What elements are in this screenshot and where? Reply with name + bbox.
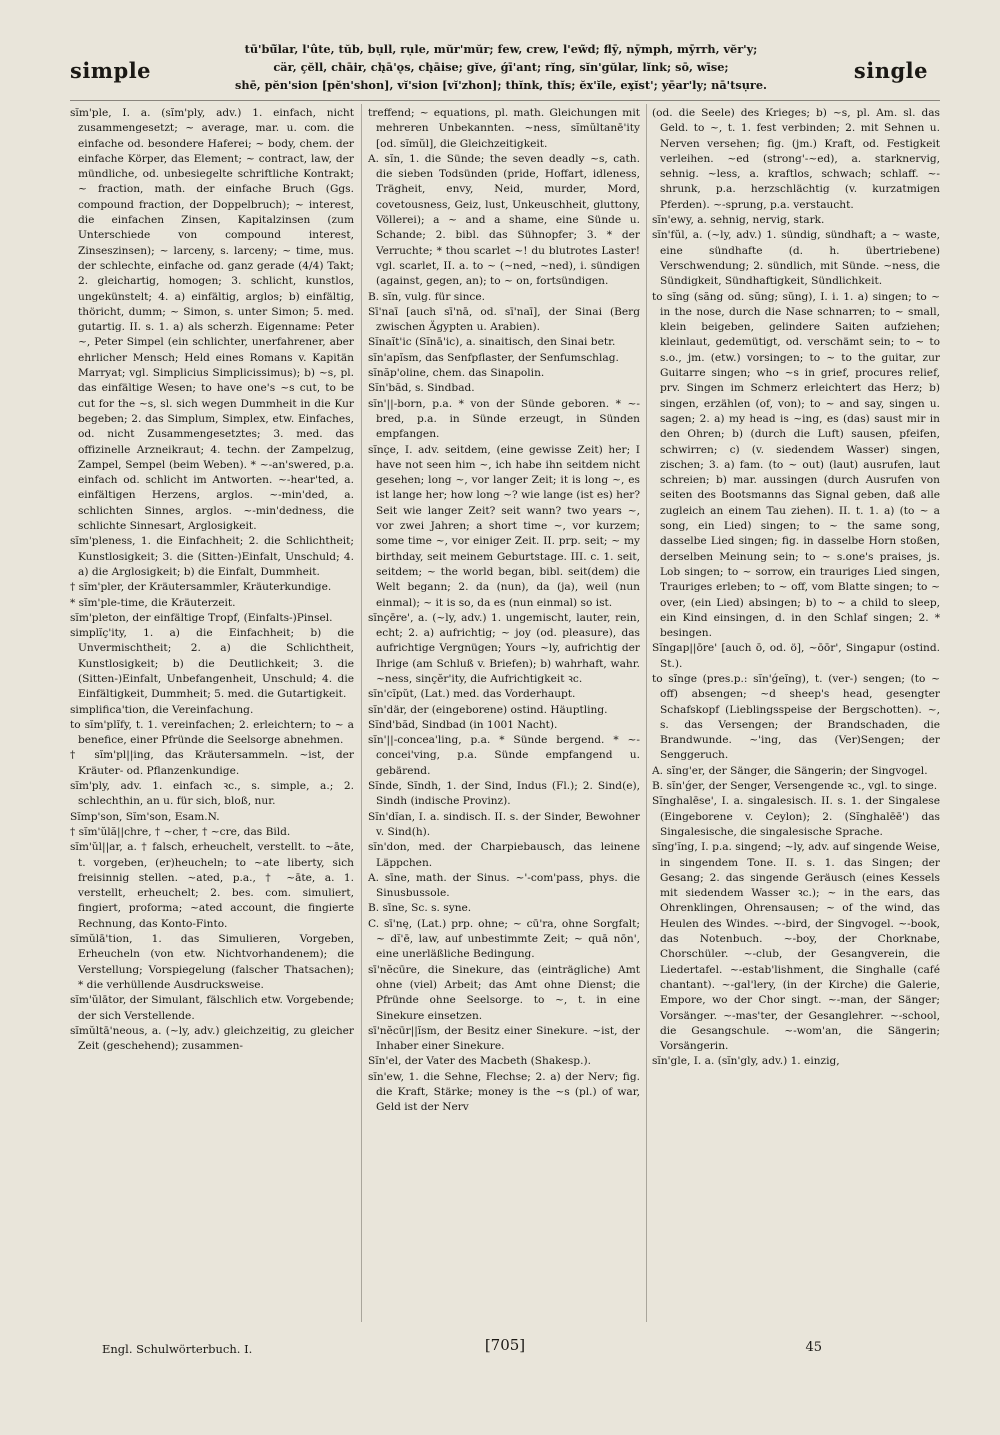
dictionary-entry: sĭnçēre', a. (~ly, adv.) 1. ungemischt, lauter, rein, echt; 2. a) aufrichtig; ~ joy (od. pleasure), das aufrichtige Vergnügen; Yours ~ly, aufrichtig der Ihrige (am Schluß v. Briefen); b) wahrhaft, wahr. ~ness, sinçĕr'ity, die Aufrichtigkeit ꝛc. (368, 611, 640, 685)
column-1 (70, 106, 354, 1322)
pronunciation-key (212, 40, 790, 94)
dictionary-entry: † sĭm'pler, der Kräutersammler, Kräuterkundige. (70, 581, 332, 594)
dictionary-entry: sĭm'pleton, der einfältige Tropf, (Einfalts-)Pinsel. (70, 611, 333, 624)
dictionary-entry: B. sĭn, vulg. für since. (368, 290, 486, 303)
dictionary-entry: Sĭmp'son, Sĭm'son, Esam.N. (70, 810, 220, 823)
header-rule (70, 100, 940, 101)
dictionary-entry: sĭn'fŭl, a. (~ly, adv.) 1. sündig, sündhaft; a ~ waste, eine sündhafte (d. h. übertriebene) Verschwendung; 2. sündlich, mit Sünde. ~ness, die Sündigkeit, Sündhaftigkeit, Sündlichkeit. (652, 229, 940, 288)
dictionary-entry: sĭmŭlā'tion, 1. das Simulieren, Vorgeben, Erheucheln (von etw. Nichtvorhandenem); die Verstellung; Vorspiegelung (falscher Thatsachen); * die verhüllende Ausdrucksweise. (70, 933, 354, 991)
dictionary-entry: Sĭnaĭt'ic (Sĭnā'ic), a. sinaitisch, den Sinai betr. (368, 336, 616, 349)
dictionary-entry: sī'nĕcūre, die Sinekure, das (einträgliche) Amt ohne (viel) Arbeit; das Amt ohne Dienst; die Pfründe ohne Seelsorge. to ~, t. in eine Sinekure einsetzen. (368, 963, 640, 1022)
dictionary-entry: B. sĭn'ǵer, der Senger, Versengende ꝛc., vgl. to singe. (652, 780, 938, 793)
dictionary-entry: sĭn'där, der (eingeborene) ostind. Häuptling. (368, 703, 608, 716)
dictionary-entry: simplĭç'ity, 1. a) die Einfachheit; b) die Unvermischtheit; 2. a) die Schlichtheit, Kunstlosigkeit; b) die Deutlichkeit; 3. die (Sitten-)Einfalt, Unbefangenheit, Unschuld; 4. die Einfältigkeit, Dummheit; 5. med. die Gutartigkeit. (70, 627, 354, 701)
dictionary-entry: A. sĭng'er, der Sänger, die Sängerin; der Singvogel. (652, 764, 928, 777)
dictionary-entry: treffend; ~ equations, pl. math. Gleichungen mit mehreren Unbekannten. ~ness, sĭmŭltanē'ity [od. sĭmŭl], die Gleichzeitigkeit. (368, 107, 640, 150)
dictionary-entry: Sī'naī [auch sī'nā, od. sī'naī], der Sinai (Berg zwischen Ägypten u. Arabien). (368, 305, 640, 334)
dictionary-entry: sĭn'ewy, a. sehnig, nervig, stark. (652, 214, 825, 227)
dictionary-entry: sĭn'||-concea'ling, p.a. * Sünde bergend. * ~-concei'ving, p.a. Sünde empfangend u. gebärend. (368, 734, 640, 777)
dictionary-entry: to sĭm'plĭfy, t. 1. vereinfachen; 2. erleichtern; to ~ a benefice, einer Pfründe die Seelsorge abnehmen. (70, 718, 354, 747)
dictionary-entry: Sĭn'dĭan, I. a. sindisch. II. s. der Sinder, Bewohner v. Sind(h). (368, 810, 640, 838)
dictionary-entry: sĭm'ŭlātor, der Simulant, fälschlich etw. Vorgebende; der sich Verstellende. (70, 994, 354, 1022)
pronunciation-key-line: cär, çĕll, chāir, ch̨ā'ǫs, ch̨āise; gĭve, ǵī'ant; rĭng, sĭn'gŭlar, lĭnk; sō, wīse; (273, 60, 729, 74)
dictionary-entry: to sĭnge (pres.p.: sĭn'ǵeĭng), t. (ver-) sengen; (to ~ off) absengen; ~d sheep's head, gesengter Schafskopf (Lieblingsspeise der Bergschotten). ~, s. das Versengen; der Brandschaden, die Brandwunde. ~'ing, das (Ver)Sengen; der Senggeruch. (652, 672, 940, 762)
dictionary-entry: † sĭm'pl||ing, das Kräutersammeln. ~ist, der Kräuter- od. Pflanzenkundige. (70, 749, 354, 777)
signature-number: 45 (805, 1340, 822, 1355)
dictionary-entry: Sĭnde, Sĭndh, 1. der Sind, Indus (Fl.); 2. Sind(e), Sindh (indische Provinz). (368, 780, 640, 808)
guide-word-left: simple (70, 58, 152, 83)
dictionary-entry: A. sĭn, 1. die Sünde; the seven deadly ~s, cath. die sieben Todsünden (pride, Hoffart, idleness, Trägheit, envy, Neid, murder, Mord, covetousness, Geiz, lust, Unkeuschheit, gluttony, Völlerei); a ~ and a shame, eine Sünde u. Schande; 2. bibl. das Sühnopfer; 3. * der Verruchte; * thou scarlet ~! du blutrotes Laster! vgl. scarlet, II. a. to ~ (~ned, ~ned), i. sündigen (against, gegen, an); to ~ on, fortsündigen. (368, 152, 640, 288)
column-3 (652, 106, 940, 1322)
guide-word-right: single (853, 58, 928, 83)
dictionary-entry: † sĭm'ŭlă||chre, † ~cher, † ~cre, das Bild. (70, 825, 291, 838)
page-footer (70, 1336, 940, 1366)
dictionary-entry: B. sīne, Sc. s. syne. (368, 902, 472, 915)
dictionary-entry: C. sī'nę, (Lat.) prp. ohne; ~ cū'ra, ohne Sorgfalt; ~ dĭ'ē, law, auf unbestimmte Zeit; ~ quā nōn', eine unerläßliche Bedingung. (368, 917, 640, 961)
column-divider (361, 104, 362, 1322)
dictionary-entry: sĭn'gle, I. a. (sĭn'gly, adv.) 1. einzig, (652, 1055, 840, 1068)
dictionary-entry: Sĭnghalēse', I. a. singalesisch. II. s. 1. der Singalese (Eingeborene v. Ceylon); 2. (Sĭnghalēē') das Singalesische, die singalesische Sprache. (652, 795, 940, 838)
dictionary-entry: sĭm'pleness, 1. die Einfachheit; 2. die Schlichtheit; Kunstlosigkeit; 3. die (Sitten-)Einfalt, Unschuld; 4. a) die Arglosigkeit; b) die Einfalt, Dummheit. (70, 535, 354, 578)
dictionary-entry: A. sīne, math. der Sinus. ~'-com'pass, phys. die Sinusbussole. (368, 871, 640, 900)
column-divider (646, 104, 647, 1322)
column-2 (368, 106, 640, 1322)
dictionary-entry: sĭnăp'oline, chem. das Sinapolin. (368, 367, 545, 380)
dictionary-entry: sĭnçe, I. adv. seitdem, (eine gewisse Zeit) her; I have not seen him ~, ich habe ihn seitdem nicht gesehen; long ~, vor langer Zeit; it is long ~, es ist lange her; how long ~? wie lange (ist es) her? Seit wie langer Zeit? seit wann? two years ~, vor zwei Jahren; a short time ~, vor kurzem; some time ~, vor einiger Zeit. II. prp. seit; ~ my birthday, seit meinem Geburtstage. III. c. 1. seit, seitdem; ~ the world began, bibl. seit(dem) die Welt begann; 2. da (nun), da (ja), weil (nun einmal); ~ it is so, da es (nun einmal) so ist. (368, 443, 640, 609)
footer-book-title: Engl. Schulwörterbuch. I. (102, 1342, 253, 1356)
dictionary-entry: * sĭm'ple-time, die Kräuterzeit. (70, 596, 236, 609)
dictionary-entry: (od. die Seele) des Krieges; b) ~s, pl. Am. sl. das Geld. to ~, t. 1. fest verbinden; 2. mit Sehnen u. Nerven versehen; fig. (jm.) Kraft, od. Festigkeit verleihen. ~ed (strong'-~ed), a. starknervig, sehnig. ~less, a. kraftlos, schwach; schlaff. ~-shrunk, p.a. herzschlächtig (v. kurzatmigen Pferden). ~-sprung, p.a. verstaucht. (652, 107, 940, 211)
dictionary-entry: sĭm'ply, adv. 1. einfach ꝛc., s. simple, a.; 2. schlechthin, an u. für sich, bloß, nur. (70, 780, 354, 808)
dictionary-entry: simplifica'tion, die Vereinfachung. (70, 703, 254, 716)
dictionary-entry: sĭn'don, med. der Charpiebausch, das leinene Läppchen. (368, 841, 640, 869)
pronunciation-key-line: tū'bū̆lar, l'ûte, tŭb, bụll, rụle, mŭr'mŭr; few, crew, l'ew̃d; flȳ, nȳmph, mȳrrh, vĕr'y; (244, 42, 758, 56)
dictionary-entry: sĭn'||-born, p.a. * von der Sünde geboren. * ~-bred, p.a. in Sünde erzeugt, in Sünden empfangen. (368, 397, 640, 441)
dictionary-entry: sĭng'ĭng, I. p.a. singend; ~ly, adv. auf singende Weise, in singendem Tone. II. s. 1. das Singen; der Gesang; 2. das singende Geräusch (eines Kessels mit siedendem Wasser ꝛc.); ~ in the ears, das Ohrenklingen, Ohrensausen; ~ of the wind, das Heulen des Windes. ~-bird, der Singvogel. ~-book, das Notenbuch. ~-boy, der Chorknabe, Chorschüler. ~-club, der Gesangverein, die Liedertafel. ~-estab'lishment, die Singhalle (café chantant). ~-gal'lery, (in der Kirche) die Galerie, Empore, wo der Chor singt. ~-man, der Sänger; Vorsänger. ~-mas'ter, der Gesanglehrer. ~-school, die Gesangschule. ~-wom'an, die Sängerin; Vorsängerin. (652, 841, 940, 1053)
dictionary-entry: sī'nĕcūr||ĭsm, der Besitz einer Sinekure. ~ist, der Inhaber einer Sinekure. (368, 1024, 640, 1053)
dictionary-entry: sĭn'ew, 1. die Sehne, Flechse; 2. a) der Nerv; fig. die Kraft, Stärke; money is the ~s (pl.) of war, Geld ist der Nerv (368, 1070, 640, 1114)
dictionary-entry: sĭmŭltā'neous, a. (~ly, adv.) gleichzeitig, zu gleicher Zeit (geschehend); zusammen- (70, 1024, 354, 1053)
dictionary-entry: sĭm'ple, I. a. (sĭm'ply, adv.) 1. einfach, nicht zusammengesetzt; ~ average, mar. u. com. die einfache od. besondere Haferei; ~ body, chem. der einfache Körper, das Element; ~ contract, law, der mündliche, od. unbesiegelte schriftliche Kontrakt; ~ fraction, math. der einfache Bruch (Ggs. compound fraction, der Doppelbruch); ~ interest, die einfachen Zinsen, Kapitalzinsen (zum Unterschiede von compound interest, Zinseszinsen); ~ larceny, s. larceny; ~ time, mus. der schlechte, einfache od. ganz gerade (4/4) Takt; 2. gleichartig, homogen; 3. schlicht, kunstlos, ungekünstelt; 4. a) einfältig, arglos; b) einfältig, thöricht, dumm; ~ Simon, s. unter Simon; 5. med. gutartig. II. s. 1. a) als scherzh. Eigenname: Peter ~, Peter Simpel (ein schlichter, unerfahrener, aber ehrlicher Mensch; Held eines Romans v. Kapitän Marryat; vgl. Simplicius Simplicissimus); b) ~s, pl. das einfältige Wesen; to have one's ~s cut, to be cut for the ~s, sl. sich wegen Dummheit in die Kur begeben; 2. das Simplum, Simplex, etw. Einfaches, od. nicht Zusammengesetztes; 3. med. das offizinelle Arzneikraut; 4. techn. der Zampelzug, Zampel, Sempel (beim Weben). * ~-an'swered, p.a. einfach od. schlicht im Antworten. ~-hear'ted, a. einfältigen Herzens, arglos. ~-min'ded, a. schlichten Sinnes, arglos. ~-min'dedness, die schlichte Sinnesart, Arglosigkeit. (70, 107, 354, 533)
page-number: [705] (484, 1336, 526, 1354)
dictionary-entry: Sĭn'băd, s. Sindbad. (368, 382, 475, 395)
dictionary-entry: sĭn'cĭpŭt, (Lat.) med. das Vorderhaupt. (368, 688, 576, 701)
dictionary-entry: Sĭnd'băd, Sindbad (in 1001 Nacht). (368, 718, 558, 731)
page-header (62, 40, 940, 98)
dictionary-entry: Sĭn'el, der Vater des Macbeth (Shakesp.). (368, 1055, 591, 1068)
dictionary-entry: sĭm'ŭl||ar, a. † falsch, erheuchelt, verstellt. to ~āte, t. vorgeben, (er)heucheln; to ~ate liberty, sich freisinnig stellen. ~ated, p.a., † ~āte, a. 1. verstellt, erheuchelt; 2. bes. com. simuliert, fingiert, proforma; ~ated account, die fingierte Rechnung, das Konto-Finto. (70, 841, 354, 930)
pronunciation-key-line: shē, pĕn'sion [pĕn'shon], vĭ'sion [vĭ'zhon]; thĭnk, thĭs; ĕx'ĭle, ex̧ĭst'; yēar'ly; nā'tsụre. (235, 78, 767, 92)
dictionary-entry: sĭn'apĭsm, das Senfpflaster, der Senfumschlag. (368, 351, 619, 364)
dictionary-entry: to sĭng (săng od. sŭng; sŭng), I. i. 1. a) singen; to ~ in the nose, durch die Nase schnarren; to ~ small, klein beigeben, gelindere Saiten aufziehen; kleinlaut, gedemütigt, od. verschämt sein; to ~ to s.o., jm. (etw.) vorsingen; to ~ to the guitar, zur Guitarre singen; who ~s in grief, procures relief, prv. Singen im Schmerz erleichtert das Herz; b) singen, erzählen (of, von); to ~ and say, singen u. sagen; 2. a) my head is ~ing, es (das) saust mir in den Ohren; b) (durch die Luft) sausen, pfeifen, schwirren; c) (v. siedendem Wasser) singen, zischen; 3. a) fam. (to ~ out) (laut) ausrufen, laut schreien; b) mar. aussingen (durch Ausrufen von seiten des Bootsmanns das Signal geben, daß alle zugleich an einem Tau ziehen). II. t. 1. a) (to ~ a song, ein Lied) singen; to ~ the same song, dasselbe Lied singen; fig. in dasselbe Horn stoßen, derselben Meinung sein; to ~ s.one's praises, js. Lob singen; to ~ sorrow, ein trauriges Lied singen, Trauriges erleben; to ~ off, vom Blatte singen; to ~ over, (ein Lied) absingen; b) to ~ a child to sleep, ein Kind einsingen, d. in den Schlaf singen; 2. * besingen. (652, 290, 940, 640)
dictionary-entry: Sĭngap||ōre' [auch ō, od. ö], ~ōōr', Singapur (ostind. St.). (652, 642, 940, 670)
